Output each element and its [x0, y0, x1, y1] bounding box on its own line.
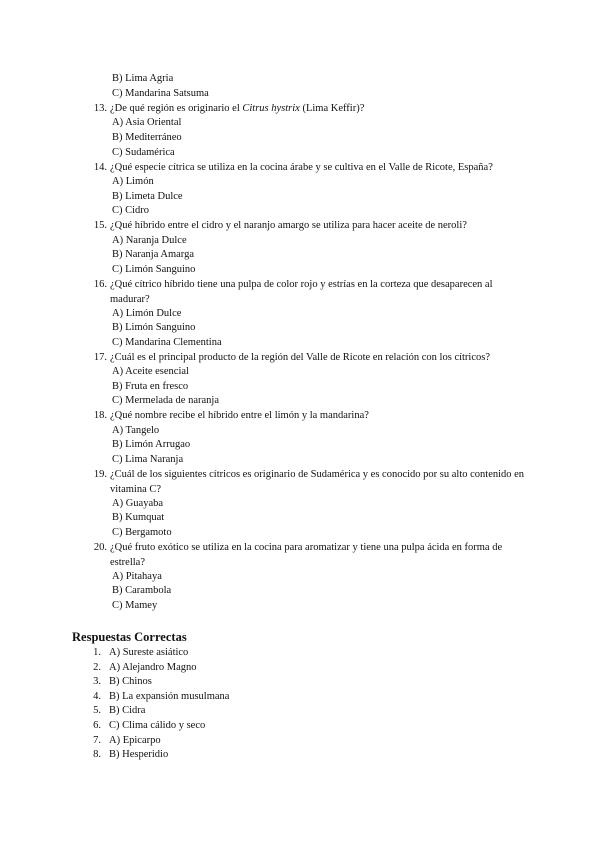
option: C) Cidro	[112, 205, 150, 216]
question-number: 17.	[93, 352, 107, 363]
option: C) Lima Naranja	[112, 454, 184, 465]
question-text: ¿Qué fruto exótico se utiliza en la cocina para aromatizar y tiene una pulpa ácida en forma de estrella?	[110, 542, 503, 568]
option: C) Limón Sanguino	[112, 264, 196, 275]
option: B) Fruta en fresco	[112, 381, 189, 392]
option: C) Mermelada de naranja	[112, 395, 219, 406]
answer-number: 2.	[93, 662, 101, 673]
option: C) Sudamérica	[112, 147, 175, 158]
answer-number: 6.	[93, 720, 101, 731]
answer-text: C) Clima cálido y seco	[109, 720, 206, 731]
question-text: ¿Cuál de los siguientes cítricos es originario de Sudamérica y es conocido por su alto contenido en vitamina C?	[110, 469, 525, 495]
question-text: ¿Qué especie cítrica se utiliza en la cocina árabe y se cultiva en el Valle de Ricote, España?	[110, 162, 493, 173]
option: A) Aceite esencial	[112, 366, 189, 377]
option: B) Lima Agria	[112, 73, 174, 84]
answer-text: A) Epicarpo	[109, 735, 161, 746]
question-number: 18.	[93, 410, 107, 421]
option: B) Carambola	[112, 585, 172, 596]
option: A) Limón	[112, 176, 154, 187]
question-number: 13.	[93, 103, 107, 114]
option: B) Limeta Dulce	[112, 191, 183, 202]
option: A) Asia Oriental	[112, 117, 182, 128]
option: A) Limón Dulce	[112, 308, 182, 319]
question-text: ¿De qué región es originario el Citrus hystrix (Lima Keffir)?	[110, 103, 365, 114]
answer-number: 4.	[93, 691, 101, 702]
answer-text: B) Hesperidio	[109, 749, 169, 760]
question-text: ¿Qué nombre recibe el híbrido entre el limón y la mandarina?	[110, 410, 369, 421]
answer-text: B) La expansión musulmana	[109, 691, 230, 702]
option: C) Bergamoto	[112, 527, 172, 538]
question-number: 20.	[93, 542, 107, 553]
option: B) Naranja Amarga	[112, 249, 195, 260]
answer-number: 7.	[93, 735, 101, 746]
option: B) Limón Sanguino	[112, 322, 196, 333]
question-text: ¿Qué híbrido entre el cidro y el naranjo amargo se utiliza para hacer aceite de neroli?	[110, 220, 467, 231]
question-number: 16.	[93, 279, 107, 290]
option: A) Naranja Dulce	[112, 235, 187, 246]
answer-text: A) Alejandro Magno	[109, 662, 197, 673]
option: B) Limón Arrugao	[112, 439, 191, 450]
answer-number: 8.	[93, 749, 101, 760]
option: C) Mandarina Satsuma	[112, 88, 209, 99]
question-text: ¿Cuál es el principal producto de la región del Valle de Ricote en relación con los cítricos?	[110, 352, 491, 363]
answer-number: 5.	[93, 705, 101, 716]
option: A) Pitahaya	[112, 571, 162, 582]
option: A) Tangelo	[112, 425, 160, 436]
answer-text: B) Cidra	[109, 705, 146, 716]
option: B) Kumquat	[112, 512, 165, 523]
answer-number: 3.	[93, 676, 101, 687]
option: A) Guayaba	[112, 498, 164, 509]
answer-number: 1.	[93, 647, 101, 658]
answer-text: B) Chinos	[109, 676, 152, 687]
option: C) Mandarina Clementina	[112, 337, 222, 348]
answers-heading: Respuestas Correctas	[72, 630, 187, 644]
question-number: 19.	[93, 469, 107, 480]
option: B) Mediterráneo	[112, 132, 182, 143]
answer-text: A) Sureste asiático	[109, 647, 189, 658]
question-number: 15.	[93, 220, 107, 231]
option: C) Mamey	[112, 600, 158, 611]
question-text: ¿Qué cítrico híbrido tiene una pulpa de color rojo y estrías en la corteza que desaparecen al madurar?	[110, 279, 493, 305]
question-number: 14.	[93, 162, 107, 173]
